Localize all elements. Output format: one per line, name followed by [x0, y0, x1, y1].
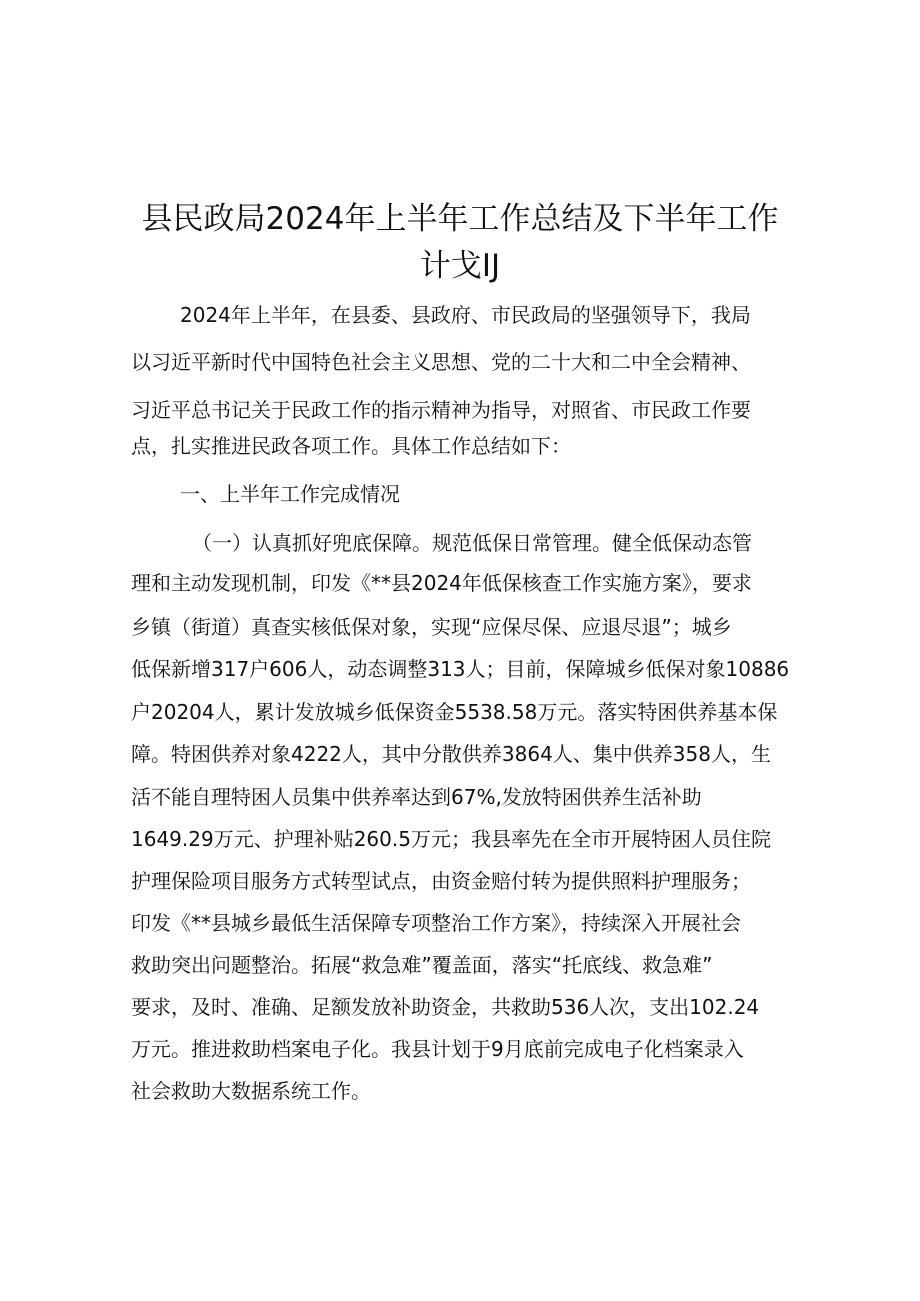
intro-line-4: 点，扎实推进民政各项工作。具体工作总结如下：	[131, 434, 571, 458]
paragraph-line-5: 户20204人，累计发放城乡低保资金5538.58万元。落实特困供养基本保	[131, 700, 778, 724]
paragraph-line-7: 活不能自理特困人员集中供养率达到67%,发放特困供养生活补助	[131, 785, 702, 809]
paragraph-line-3: 乡镇（街道）真查实核低保对象，实现“应保尽保、应退尽退”；城乡	[131, 615, 732, 639]
intro-line-2: 以习近平新时代中国特色社会主义思想、党的二十大和二中全会精神、	[131, 350, 751, 374]
paragraph-line-4: 低保新增317户606人，动态调整313人；目前，保障城乡低保对象10886	[131, 657, 790, 681]
document-title-line-1: 县民政局2024年上半年工作总结及下半年工作	[141, 201, 779, 237]
paragraph-line-10: 印发《**县城乡最低生活保障专项整治工作方案》，持续深入开展社会	[131, 911, 741, 935]
paragraph-line-1: （一）认真抓好兜底保障。规范低保日常管理。健全低保动态管	[192, 531, 752, 555]
intro-line-3: 习近平总书记关于民政工作的指示精神为指导，对照省、市民政工作要	[131, 398, 751, 422]
paragraph-line-8: 1649.29万元、护理补贴260.5万元；我县率先在全市开展特困人员住院	[131, 827, 771, 851]
paragraph-line-12: 要求，及时、准确、足额发放补助资金，共救助536人次，支出102.24	[131, 995, 760, 1019]
paragraph-line-2: 理和主动发现机制，印发《**县2024年低保核查工作实施方案》，要求	[131, 571, 752, 595]
section-heading: 一、上半年工作完成情况	[180, 482, 400, 506]
paragraph-line-6: 障。特困供养对象4222人，其中分散供养3864人、集中供养358人，生	[131, 742, 771, 766]
paragraph-line-11: 救助突出问题整治。拓展“救急难”覆盖面，落实“托底线、救急难”	[131, 953, 713, 977]
intro-line-1: 2024年上半年，在县委、县政府、市民政局的坚强领导下，我局	[180, 303, 751, 327]
paragraph-line-14: 社会救助大数据系统工作。	[131, 1079, 371, 1103]
paragraph-line-9: 护理保险项目服务方式转型试点，由资金赔付转为提供照料护理服务；	[131, 869, 751, 893]
document-title-line-2: 计戈IJ	[419, 248, 501, 284]
paragraph-line-13: 万元。推进救助档案电子化。我县计划于9月底前完成电子化档案录入	[131, 1037, 744, 1061]
